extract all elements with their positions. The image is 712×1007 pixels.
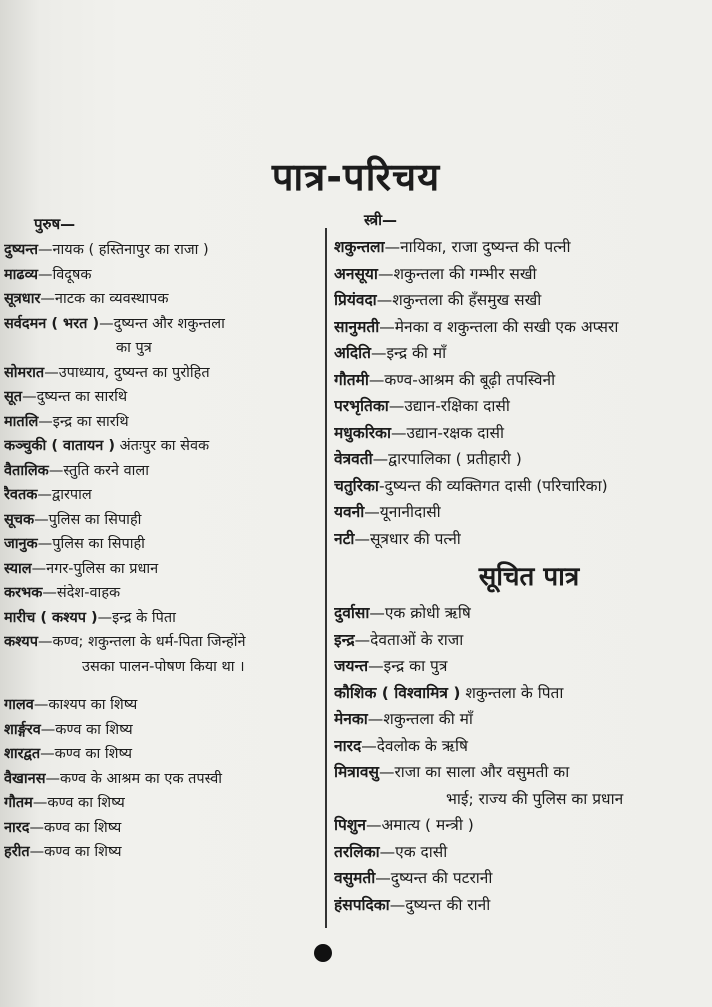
female-header: स्त्री— <box>364 211 398 229</box>
character-row <box>334 812 704 839</box>
character-description: —उद्यान-रक्षिका दासी <box>388 397 510 415</box>
character-row <box>334 287 704 314</box>
character-row <box>4 630 324 655</box>
character-row <box>4 791 324 816</box>
character-row <box>4 532 324 557</box>
character-name: प्रियंवदा <box>334 291 377 309</box>
character-name: जयन्त <box>334 657 369 675</box>
character-name: कश्यप <box>4 634 38 650</box>
character-name: कञ्चुकी ( वातायन ) <box>4 438 115 454</box>
character-row <box>4 581 324 606</box>
character-name: यवनी <box>334 503 365 521</box>
character-description: —कण्व-आश्रम की बूढ़ी तपस्विनी <box>368 370 556 389</box>
character-name: तरलिका <box>334 842 380 861</box>
character-name: करभक <box>4 585 43 601</box>
character-description: —एक क्रोधी ऋषि <box>369 604 471 622</box>
character-name: पिशुन <box>334 816 366 834</box>
character-description: —इन्द्र का सारथि <box>38 413 129 430</box>
character-row <box>334 706 704 733</box>
character-description: —इन्द्र का पुत्र <box>368 657 448 675</box>
character-row <box>334 340 704 367</box>
character-name: परभृतिका <box>334 397 389 415</box>
character-name: मारीच ( कश्यप ) <box>4 609 98 626</box>
character-row <box>4 655 324 680</box>
character-description: —कण्व का शिष्य <box>40 746 133 762</box>
character-name: शार्ङ्गरव <box>4 721 41 738</box>
character-name: गौतम <box>4 795 33 811</box>
character-name: गौतमी <box>334 370 369 389</box>
character-row <box>4 557 324 582</box>
character-row <box>334 499 704 526</box>
female-list <box>334 234 704 552</box>
character-description: —सूत्रधार की पत्नी <box>354 529 461 548</box>
character-name: नटी <box>334 529 355 548</box>
character-row <box>334 393 704 420</box>
character-description: —दुष्यन्त की पटरानी <box>375 869 493 887</box>
character-row <box>4 336 324 361</box>
mentioned-header: सूचित पात्र <box>478 562 580 592</box>
character-description: —काश्यप का शिष्य <box>33 697 138 713</box>
character-name: नारद <box>334 736 362 755</box>
character-row <box>4 361 324 386</box>
character-name: रैवतक <box>4 487 38 503</box>
character-description: —अमात्य ( मन्त्री ) <box>365 816 474 834</box>
character-description: —शकुन्तला की हँसमुख सखी <box>376 291 542 309</box>
female-characters-column <box>334 208 704 918</box>
character-name: वेत्रवती <box>334 450 373 468</box>
character-description: —संदेश-वाहक <box>42 585 121 601</box>
character-name: सूत <box>4 389 23 405</box>
character-name: मेनका <box>334 710 368 728</box>
character-row <box>334 892 704 919</box>
character-description: —राजा का साला और वसुमती का <box>378 763 570 781</box>
character-name: अदिति <box>334 344 371 362</box>
character-row <box>334 786 704 813</box>
character-row <box>334 314 704 341</box>
character-name: दुर्वासा <box>334 604 370 622</box>
character-row <box>4 238 324 263</box>
male-list-2 <box>4 693 324 865</box>
character-row <box>4 434 324 459</box>
character-row <box>334 234 704 261</box>
character-description: शकुन्तला के पिता <box>460 683 564 702</box>
character-description: -दुष्यन्त की व्यक्तिगत दासी (परिचारिका) <box>378 476 608 495</box>
character-row <box>4 767 324 792</box>
character-name: नारद <box>4 819 30 836</box>
character-description: —इन्द्र की माँ <box>370 344 447 362</box>
character-row <box>334 865 704 892</box>
character-name: इन्द्र <box>334 630 355 649</box>
character-description: —मेनका व शकुन्तला की सखी एक अप्सरा <box>379 317 619 336</box>
character-row <box>334 446 704 473</box>
character-name: माढव्य <box>4 266 38 283</box>
character-row <box>4 263 324 288</box>
character-row <box>4 385 324 410</box>
character-name: वसुमती <box>334 869 376 887</box>
character-description: उसका पालन-पोषण किया था । <box>82 658 245 675</box>
male-characters-column <box>4 212 324 865</box>
character-name: सूचक <box>4 511 35 528</box>
character-row <box>334 526 704 553</box>
character-name: जानुक <box>4 536 38 552</box>
character-row <box>4 287 324 312</box>
character-description: —कण्व का शिष्य <box>29 819 122 836</box>
character-description: —उद्यान-रक्षक दासी <box>390 423 504 442</box>
character-description: —नायिका, राजा दुष्यन्त की पत्नी <box>384 238 571 256</box>
character-name: सोमरात <box>4 364 45 381</box>
character-row <box>4 718 324 743</box>
character-row <box>4 816 324 841</box>
character-name: चतुरिका <box>334 476 379 495</box>
column-divider <box>325 228 327 928</box>
character-description: —विदूषक <box>37 266 92 283</box>
character-row <box>334 261 704 288</box>
character-description: —दुष्यन्त का सारथि <box>22 389 128 405</box>
character-name: सानुमती <box>334 317 380 336</box>
character-name: शारद्वत <box>4 746 41 762</box>
character-name: स्याल <box>4 560 32 577</box>
character-row <box>334 420 704 447</box>
character-row <box>334 653 704 680</box>
character-row <box>4 312 324 337</box>
page-bullet <box>314 944 332 962</box>
character-row <box>4 410 324 435</box>
character-description: —नगर-पुलिस का प्रधान <box>31 560 159 577</box>
character-name: शकुन्तला <box>334 238 385 256</box>
character-row <box>334 680 704 707</box>
character-name: दुष्यन्त <box>4 242 38 258</box>
character-name: वैतालिक <box>4 462 49 479</box>
character-description: —द्वारपाल <box>37 487 92 503</box>
character-row <box>4 742 324 767</box>
character-name: सूत्रधार <box>4 291 41 307</box>
character-description: —एक दासी <box>379 842 448 861</box>
male-list <box>4 238 324 679</box>
character-name: वैखानस <box>4 770 46 787</box>
character-description: —देवलोक के ऋषि <box>361 736 468 755</box>
character-description: का पुत्र <box>116 340 152 356</box>
character-row <box>4 459 324 484</box>
character-row <box>334 473 704 500</box>
character-name: मधुकरिका <box>334 423 391 442</box>
character-name: अनसूया <box>334 264 378 283</box>
character-description: —कण्व का शिष्य <box>29 844 122 860</box>
character-name: हंसपदिका <box>334 895 390 914</box>
male-header: पुरुष— <box>34 215 76 233</box>
character-row <box>4 483 324 508</box>
character-description: —कण्व का शिष्य <box>32 795 125 811</box>
character-row <box>334 733 704 760</box>
character-description: —कण्व का शिष्य <box>40 721 133 738</box>
character-row <box>4 840 324 865</box>
character-name: कौशिक ( विश्वामित्र ) <box>334 683 461 702</box>
character-description: —शकुन्तला की माँ <box>367 710 473 728</box>
character-row <box>334 600 704 627</box>
mentioned-list <box>334 600 704 918</box>
character-name: मित्रावसु <box>334 763 379 781</box>
character-description: —कण्व के आश्रम का एक तपस्वी <box>45 770 223 787</box>
character-row <box>334 839 704 866</box>
character-description: —नाटक का व्यवस्थापक <box>40 291 169 307</box>
character-description: —स्तुति करने वाला <box>48 462 149 479</box>
character-description: —दुष्यन्त और शकुन्तला <box>99 315 225 332</box>
character-row <box>4 606 324 631</box>
character-row <box>334 367 704 394</box>
character-description: —पुलिस का सिपाही <box>37 536 145 552</box>
character-description: —दुष्यन्त की रानी <box>389 895 491 914</box>
character-description: —द्वारपालिका ( प्रतीहारी ) <box>372 450 522 468</box>
character-description: —यूनानीदासी <box>364 503 441 521</box>
character-description: —उपाध्याय, दुष्यन्त का पुरोहित <box>44 364 210 381</box>
character-description: —नायक ( हस्तिनापुर का राजा ) <box>38 242 209 258</box>
character-name: मातलि <box>4 413 39 430</box>
character-name: गालव <box>4 697 34 713</box>
character-description: अंतःपुर का सेवक <box>115 438 210 454</box>
character-description: —कण्व; शकुन्तला के धर्म-पिता जिन्होंने <box>37 634 246 650</box>
character-row <box>334 759 704 786</box>
character-row <box>4 508 324 533</box>
character-name: सर्वदमन ( भरत ) <box>4 315 100 332</box>
character-description: —इन्द्र के पिता <box>97 609 176 626</box>
character-row <box>334 627 704 654</box>
character-description: —पुलिस का सिपाही <box>34 511 142 528</box>
character-description: —शकुन्तला की गम्भीर सखी <box>377 264 537 283</box>
character-name: हरीत <box>4 844 30 860</box>
character-row <box>4 693 324 718</box>
character-description: भाई; राज्य की पुलिस का प्रधान <box>446 789 624 808</box>
character-description: —देवताओं के राजा <box>354 630 464 649</box>
page-title: पात्र-परिचय <box>271 155 441 199</box>
